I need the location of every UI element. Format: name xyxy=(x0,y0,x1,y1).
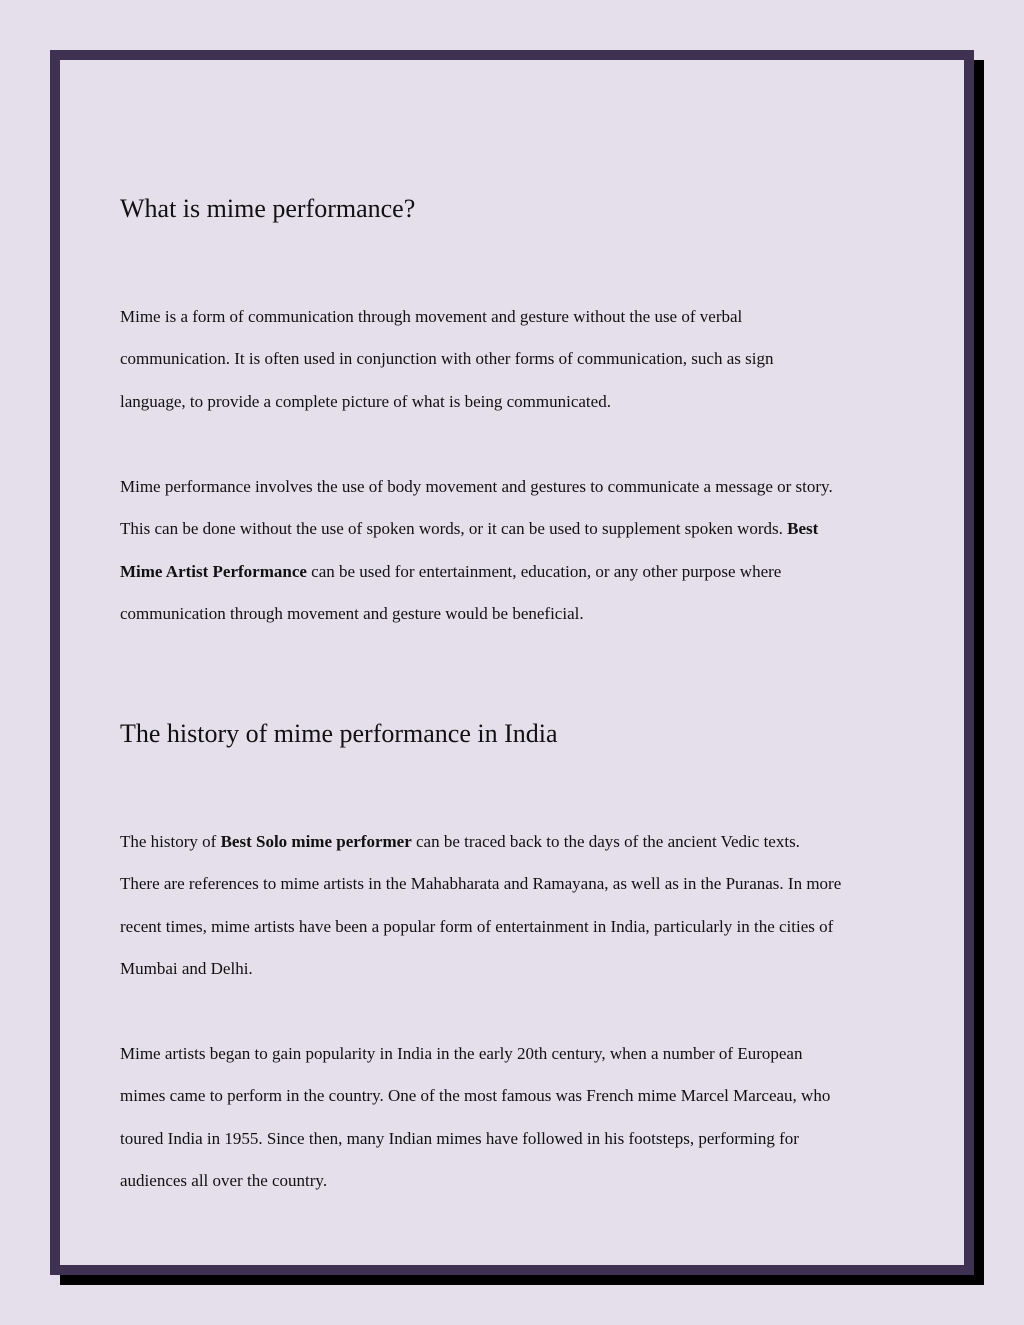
text-line: mimes came to perform in the country. One of the most famous was French mime Marcel Marceau, who xyxy=(120,1086,831,1106)
text-line: Mumbai and Delhi. xyxy=(120,958,253,978)
text-line: Mime artists began to gain popularity in India in the early 20th century, when a number of European xyxy=(120,1044,803,1063)
text-line: communication. It is often used in conjunction with other forms of communication, such as sign xyxy=(120,349,774,369)
text-line: The history of Best Solo mime performer can be traced back to the days of the ancient Vedic texts. xyxy=(120,832,800,851)
text-line: Mime Artist Performance can be used for entertainment, education, or any other purpose where xyxy=(120,561,782,581)
text-line: toured India in 1955. Since then, many Indian mimes have followed in his footsteps, performing for xyxy=(120,1128,799,1148)
bold-link-text: Best xyxy=(787,519,819,539)
text-line: communication through movement and gesture would be beneficial. xyxy=(120,603,584,623)
text-line: There are references to mime artists in the Mahabharata and Ramayana, as well as in the Puranas. In more xyxy=(120,874,842,894)
paragraph-mime-definition xyxy=(120,296,910,423)
section-heading-history-india: The history of mime performance in India xyxy=(120,719,558,748)
bold-link-text: Best Solo mime performer xyxy=(220,832,412,851)
paragraph-history xyxy=(120,821,910,990)
paragraph-popularity xyxy=(120,1033,910,1202)
text-line: language, to provide a complete picture of what is being communicated. xyxy=(120,391,611,411)
text-line: recent times, mime artists have been a popular form of entertainment in India, particularly in the cities of xyxy=(120,916,834,936)
paragraph-mime-performance xyxy=(120,466,910,635)
text-line: Mime performance involves the use of body movement and gestures to communicate a message or story. xyxy=(120,477,833,496)
text-line: This can be done without the use of spoken words, or it can be used to supplement spoken words. Best xyxy=(120,519,819,539)
section-heading-what-is-mime: What is mime performance? xyxy=(120,194,416,223)
bold-link-text: Mime Artist Performance xyxy=(120,561,307,581)
text-line: audiences all over the country. xyxy=(120,1170,328,1190)
text-line: Mime is a form of communication through movement and gesture without the use of verbal xyxy=(120,307,743,326)
